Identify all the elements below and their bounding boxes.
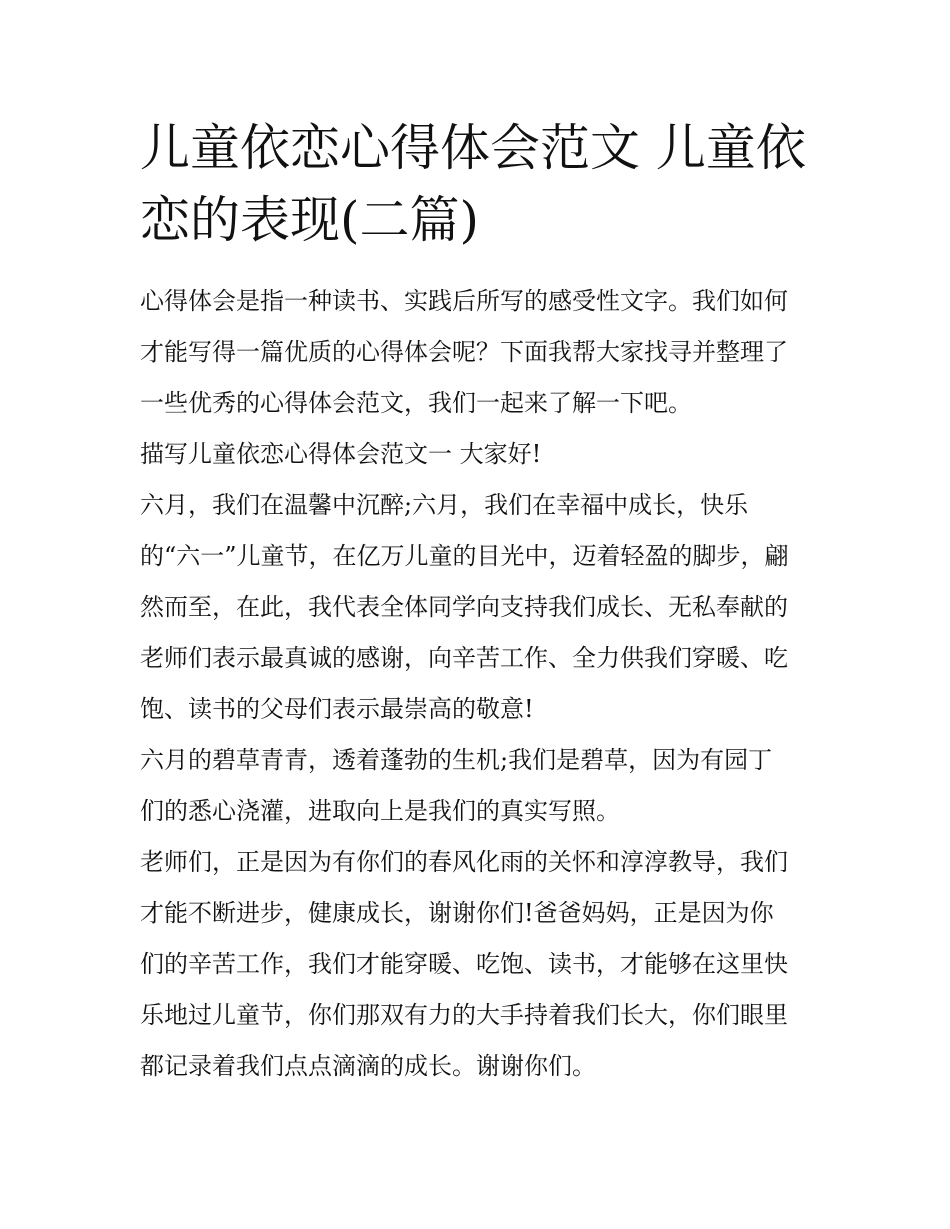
text-line: 六月的碧草青青，透着蓬勃的生机;我们是碧草，因为有园丁 [140, 746, 773, 774]
document-title [140, 112, 820, 256]
text-line: 都记录着我们点点滴滴的成长。谢谢你们。 [140, 1052, 596, 1080]
document-page [140, 112, 820, 1092]
text-line: 的“六一”儿童节，在亿万儿童的目光中，迈着轻盈的脚步，翩 [140, 542, 789, 570]
text-line: 六月，我们在温馨中沉醉;六月，我们在幸福中成长，快乐 [140, 491, 749, 519]
paragraph-june [140, 480, 820, 735]
text-line: 老师们表示最真诚的感谢，向辛苦工作、全力供我们穿暖、吃 [140, 644, 788, 672]
title-line: 儿童依恋心得体会范文 儿童依 [140, 119, 806, 177]
text-line: 老师们，正是因为有你们的春风化雨的关怀和淳淳教导，我们 [140, 848, 788, 876]
text-line: 饱、读书的父母们表示最崇高的敬意! [140, 695, 534, 723]
text-line: 才能不断进步，健康成长，谢谢你们!爸爸妈妈，正是因为你 [140, 899, 774, 927]
text-line: 描写儿童依恋心得体会范文一 大家好! [140, 440, 542, 468]
document-body [140, 276, 820, 1092]
paragraph-thanks [140, 837, 820, 1092]
text-line: 乐地过儿童节，你们那双有力的大手持着我们长大，你们眼里 [140, 1001, 788, 1029]
paragraph-grass [140, 735, 820, 837]
text-line: 才能写得一篇优质的心得体会呢？下面我帮大家找寻并整理了 [140, 338, 788, 366]
title-line: 恋的表现(二篇) [140, 191, 480, 249]
paragraph-heading [140, 429, 820, 480]
text-line: 们的辛苦工作，我们才能穿暖、吃饱、读书，才能够在这里快 [140, 950, 788, 978]
text-line: 然而至，在此，我代表全体同学向支持我们成长、无私奉献的 [140, 593, 788, 621]
text-line: 们的悉心浇灌，进取向上是我们的真实写照。 [140, 797, 620, 825]
paragraph-intro [140, 276, 820, 429]
text-line: 心得体会是指一种读书、实践后所写的感受性文字。我们如何 [140, 287, 788, 315]
text-line: 一些优秀的心得体会范文，我们一起来了解一下吧。 [140, 389, 692, 417]
